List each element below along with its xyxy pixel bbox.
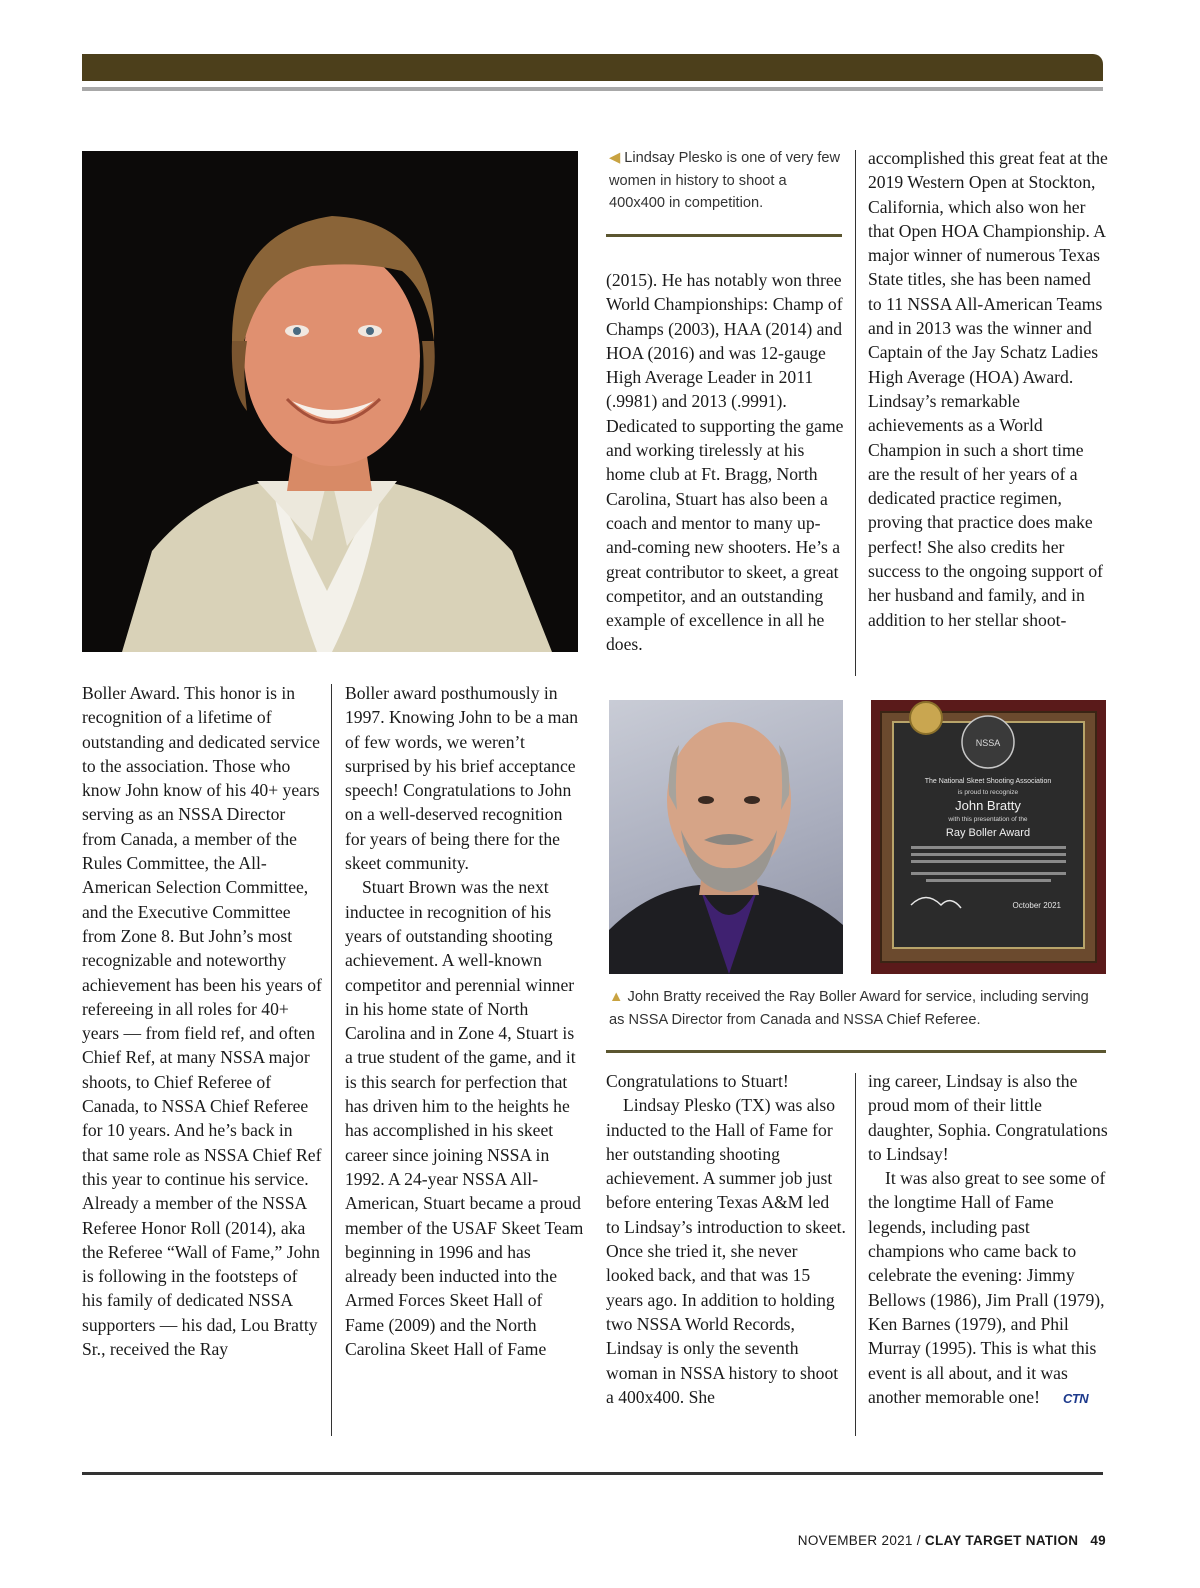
plaque-org: The National Skeet Shooting Association [924,778,1052,785]
ctn-end-mark-icon: CTN [1062,1390,1089,1406]
caption-arrow-icon: ▲ [609,989,624,1005]
column-2 [345,681,585,1361]
page-number: 49 [1090,1533,1106,1548]
svg-text:NSSA: NSSA [975,738,1001,748]
footer-issue: NOVEMBER 2021 / [797,1533,921,1548]
paragraph: (2015). He has notably won three World Championships: Champ of Champs (2003), HAA (2014) and HOA (2016) and was 12-gauge High Average Leader in 2011 (.9981) and 2013 (.9991). Dedicated to supporting the game and working tirelessly at his home club at Ft. Bragg, North Carolina, Stuart has also been a coach and mentor to many up-and-coming new shooters. He’s a great contributor to skeet, a great competitor, and an outstanding example of excellence in all he does. [606,270,844,655]
page-footer [798,1533,1106,1548]
caption-arrow-icon: ◀ [609,150,621,166]
paragraph: Boller award posthumously in 1997. Knowing John to be a man of few words, we weren’t surprised by his brief acceptance speech! Congratulations to John on a well-deserved recognition for years of being there for the skeet community. [345,683,579,874]
plesko-portrait-illustration [82,151,578,652]
plaque-recognize: is proud to recognize [957,789,1019,796]
medal-icon [910,702,942,734]
bratty-caption-text: John Bratty received the Ray Boller Award for service, including serving as NSSA Director from Canada and NSSA Chief Referee. [609,989,1089,1028]
plaque-presentation: with this presentation of the [948,816,1028,823]
header-rule [82,87,1103,91]
column-1 [82,681,322,1361]
caption-rule [606,234,842,237]
column-divider [331,684,332,1436]
paragraph: Boller Award. This honor is in recognition of a lifetime of outstanding and dedicated service to the association. Those who know John know of his 40+ years serving as an NSSA Director from Canada, a member of the Rules Committee, the All-American Selection Committee, and the Executive Committee from Zone 8. But John’s most recognizable and noteworthy achievement has been his years of refereeing in all roles for 40+ years — from field ref, and often Chief Ref, at many NSSA major shoots, to Chief Referee of Canada, to NSSA Chief Referee for 10 years. And he’s back in that same role as NSSA Chief Ref this year to continue his service. Already a member of the NSSA Referee Honor Roll (2014), aka the Referee “Wall of Fame,” John is following in the footsteps of his family of dedicated NSSA supporters — his dad, Lou Bratty Sr., received the Ray [82,683,322,1360]
bratty-caption [609,986,1104,1031]
paragraph: accomplished this great feat at the 2019 Western Open at Stockton, California, which also won her that Open HOA Championship. A major winner of numerous Texas State titles, she has been named to 11 NSSA All-American Teams and in 2013 was the winner and Captain of the Jay Schatz Ladies High Average (HOA) Award. Lindsay’s remarkable achievements as a World Champion in such a short time are the result of her years of a dedicated practice regimen, proving that practice does make perfect! She also credits her success to the ongoing support of her husband and family, and in addition to her stellar shoot- [868,148,1108,630]
column-divider [855,1073,856,1436]
paragraph: ing career, Lindsay is also the proud mom of their little daughter, Sophia. Congratulations to Lindsay! [868,1071,1108,1164]
paragraph [868,1166,1108,1411]
caption-rule [606,1050,1106,1053]
plaque-name: John Bratty [955,798,1021,813]
plaque-illustration [871,700,1106,974]
paragraph: Congratulations to Stuart! [606,1071,789,1091]
column-3-top [606,268,846,657]
bratty-portrait-illustration [609,700,843,974]
plesko-caption [609,147,845,215]
column-4-top [868,146,1108,632]
ray-boller-award-plaque-photo [871,700,1106,974]
plaque-award: Ray Boller Award [945,827,1031,839]
column-divider [855,150,856,676]
footer-rule [82,1472,1103,1475]
footer-magazine: CLAY TARGET NATION [924,1533,1079,1548]
paragraph-text: It was also great to see some of the longtime Hall of Fame legends, including past champions who came back to celebrate the evening: Jimmy Bellows (1986), Jim Prall (1979), Ken Barnes (1979), and Phil Murray (1995). This is what this event is all about, and it was another memorable one! [868,1168,1106,1407]
column-3-bottom [606,1069,846,1409]
plesko-caption-text: Lindsay Plesko is one of very few women in history to shoot a 400x400 in competition. [609,150,841,211]
paragraph: Stuart Brown was the next inductee in recognition of his years of outstanding shooting achievement. A well-known competitor and perennial winner in his home state of North Carolina and in Zone 4, Stuart is a true student of the game, and it is this search for perfection that has driven him to the heights he has accomplished in his skeet career since joining NSSA in 1992. A 24-year NSSA All-American, Stuart became a proud member of the USAF Skeet Team beginning in 1996 and has already been inducted into the Armed Forces Skeet Hall of Fame (2009) and the North Carolina Skeet Hall of Fame [345,877,584,1360]
column-4-bottom [868,1069,1108,1411]
paragraph: Lindsay Plesko (TX) was also inducted to the Hall of Fame for her outstanding shooting achievement. A summer job just before entering Texas A&M led to Lindsay’s introduction to skeet. Once she tried it, she never looked back, and that was 15 years ago. In addition to holding two NSSA World Records, Lindsay is only the seventh woman in NSSA history to shoot a 400x400. She [606,1095,846,1407]
john-bratty-photo [609,700,843,974]
lindsay-plesko-photo [82,151,578,652]
plaque-date: October 2021 [1012,901,1061,910]
header-band [82,54,1103,81]
